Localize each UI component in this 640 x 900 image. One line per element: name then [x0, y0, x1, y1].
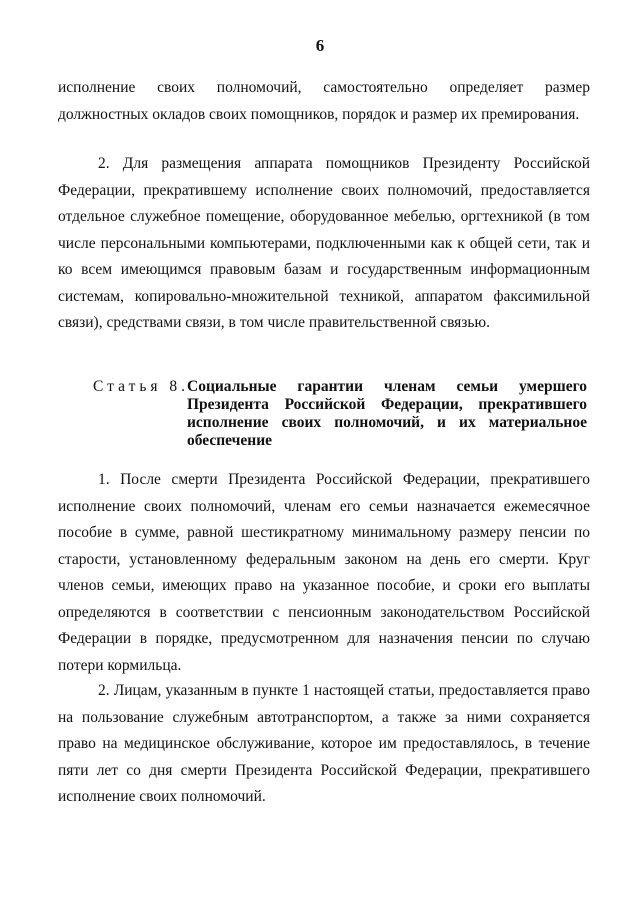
paragraph-continuation: исполнение своих полномочий, самостоятельно определяет размер должностных окладов своих помощников, порядок и размер их премирования. [58, 79, 590, 123]
paragraph-item-2-premises: 2. Для размещения аппарата помощников Президенту Российской Федерации, прекратившему исполнение своих полномочий, предоставляется отдельное служебное помещение, оборудованное мебелью, оргтехникой (в том числе персональными компьютерами, подключенными как к общей сети, так и ко всем имеющимся правовым базам и государственным информационным системам, копировально-множительной техникой, аппаратом факсимильной связи), средствами связи, в том числе правительственной связью. [58, 155, 590, 331]
paragraph-item-2-transport: 2. Лицам, указанным в пункте 1 настоящей статьи, предоставляется право на пользование служебным автотранспортом, а также за ними сохраняется право на медицинское обслуживание, которое им предоставлялось, в течение пяти лет со дня смерти Президента Российской Федерации, прекратившего исполнение своих полномочий. [58, 682, 590, 805]
page-number: 6 [315, 36, 325, 55]
article-title: Социальные гарантии членам семьи умершего Президента Российской Федерации, прекратившего исполнение своих полномочий, и их материальное обеспечение [187, 378, 587, 449]
paragraph-item-1-allowance: 1. После смерти Президента Российской Федерации, прекратившего исполнение своих полномочий, членам его семьи назначается ежемесячное пособие в сумме, равной шестикратному минимальному размеру пенсии по старости, установленному федеральным законом на день его смерти. Круг членов семьи, имеющих право на указанное пособие, и сроки его выплаты определяются в соответствии с пенсионным законодательством Российской Федерации в порядке, предусмотренном для назначения пенсии по случаю потери кормильца. [58, 471, 590, 674]
article-label: Статья 8. [93, 378, 190, 395]
